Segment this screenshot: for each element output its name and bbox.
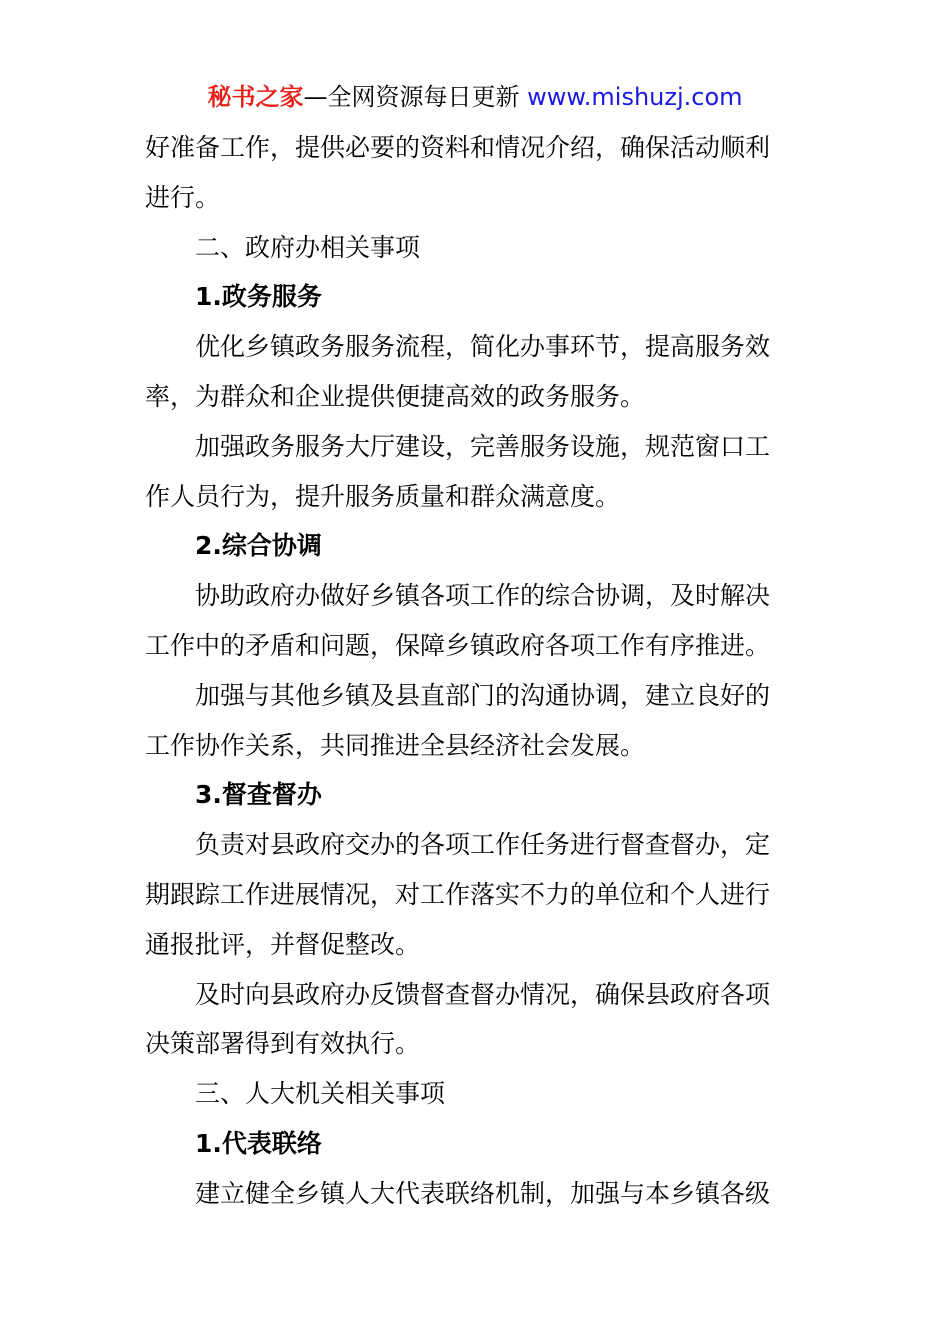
paragraph-line: 加强与其他乡镇及县直部门的沟通协调，建立良好的	[195, 680, 771, 710]
paragraph-line: 期跟踪工作进展情况，对工作落实不力的单位和个人进行	[145, 879, 771, 909]
paragraph-line: 工作协作关系，共同推进全县经济社会发展。	[145, 730, 646, 760]
subsection-heading: 2.综合协调	[195, 531, 322, 561]
paragraph-line: 建立健全乡镇人大代表联络机制，加强与本乡镇各级	[195, 1178, 771, 1208]
paragraph-line: 工作中的矛盾和问题，保障乡镇政府各项工作有序推进。	[145, 630, 771, 660]
paragraph-line: 负责对县政府交办的各项工作任务进行督查督办，定	[195, 830, 771, 860]
paragraph-line: 率，为群众和企业提供便捷高效的政务服务。	[145, 381, 646, 411]
subsection-heading: 3.督查督办	[195, 780, 322, 810]
paragraph-line: 作人员行为，提升服务质量和群众满意度。	[145, 481, 621, 511]
paragraph-line: 加强政务服务大厅建设，完善服务设施，规范窗口工	[195, 431, 771, 461]
paragraph-line: 优化乡镇政务服务流程，简化办事环节，提高服务效	[195, 332, 771, 362]
paragraph-line: 好准备工作，提供必要的资料和情况介绍，确保活动顺利	[145, 133, 771, 162]
paragraph-line: 及时向县政府办反馈督查督办情况，确保县政府各项	[195, 979, 771, 1009]
site-url-link[interactable]: www.mishuzj.com	[527, 83, 743, 111]
paragraph-line: 协助政府办做好乡镇各项工作的综合协调，及时解决	[195, 581, 771, 611]
section-heading: 三、人大机关相关事项	[195, 1079, 446, 1109]
paragraph-line: 进行。	[145, 182, 221, 212]
document-body	[145, 123, 810, 1219]
paragraph-line: 决策部署得到有效执行。	[145, 1029, 421, 1059]
page-header	[0, 80, 950, 114]
paragraph-line: 通报批评，并督促整改。	[145, 929, 421, 959]
subsection-heading: 1.政务服务	[195, 282, 322, 312]
section-heading: 二、政府办相关事项	[195, 232, 421, 262]
subsection-heading: 1.代表联络	[195, 1128, 322, 1158]
site-tagline: —全网资源每日更新	[303, 83, 520, 111]
site-brand: 秘书之家	[207, 83, 304, 111]
